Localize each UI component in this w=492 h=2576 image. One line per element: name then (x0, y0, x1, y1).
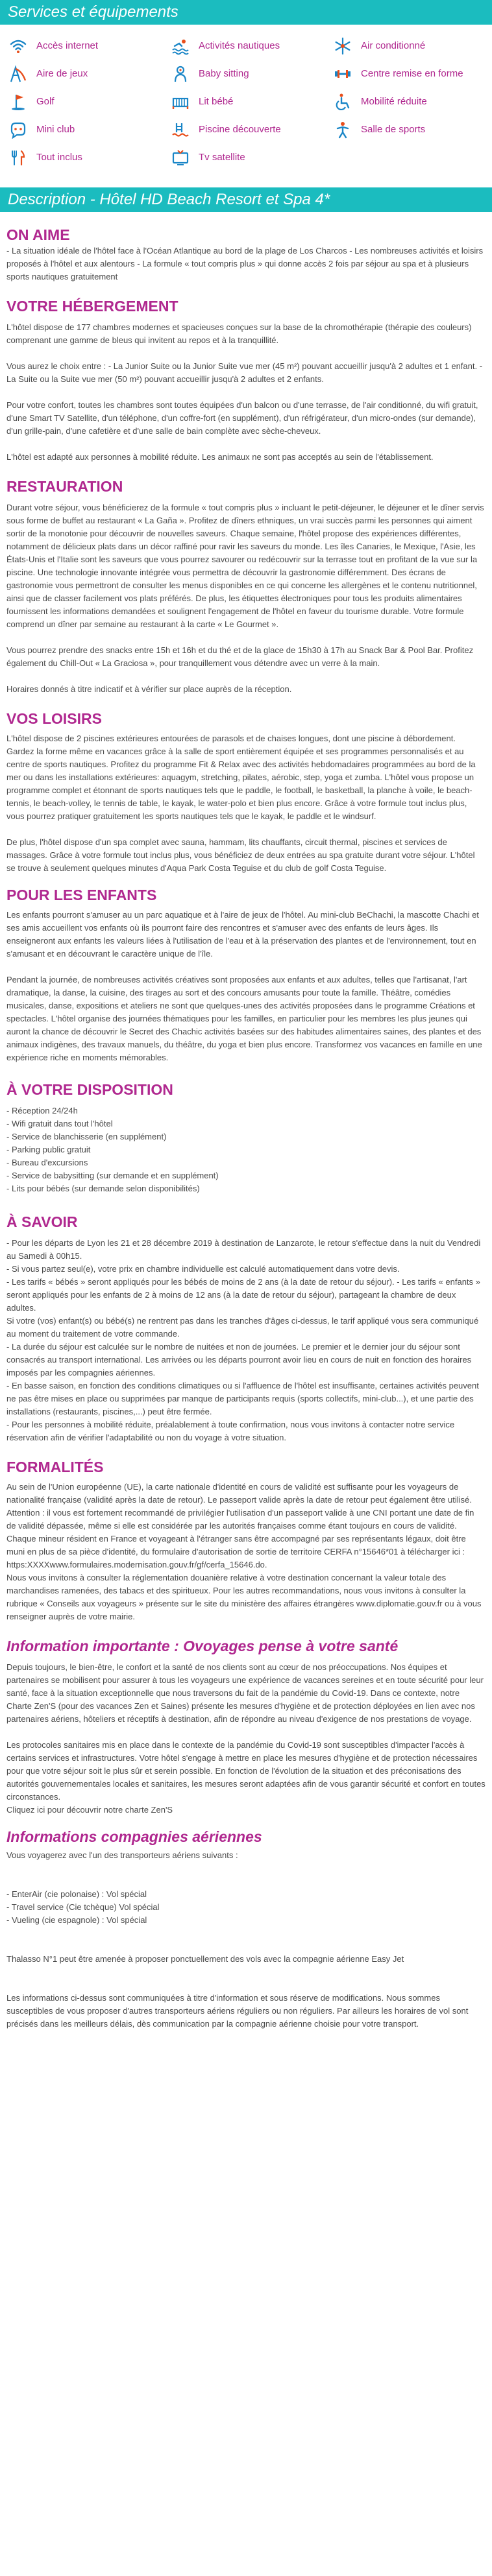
airlines-list (6, 1888, 486, 1927)
swimmer-icon (171, 37, 190, 55)
list-item: - Service de blanchisserie (en supplément) (6, 1132, 167, 1141)
savoir-text: - Pour les départs de Lyon les 21 et 28 décembre 2019 à destination de Lanzarote, le retour s'effectue dans la nuit du Vendredi au Samedi à 00h15. (6, 1238, 481, 1261)
compagnies-text: Les informations ci-dessus sont communiquées à titre d'information et sous réserve de modifications. Nous sommes susceptibles de vous proposer d'autres transporteurs aériens réguliers ou non réguliers. Par ailleurs les horaires de vol sont précisés dans les meilleurs délais, dès communication par la compagnie aérienne choisie pour votre transport. (6, 1993, 469, 2029)
all-inclusive-icon (9, 149, 27, 167)
equipment-label: Mobilité réduite (361, 96, 427, 107)
equipment-item (334, 62, 492, 86)
savoir-text: - Si vous partez seul(e), votre prix en chambre individuelle est calculé automatiquement dans votre devis. (6, 1264, 400, 1274)
list-item: - Vueling (cie espagnole) : Vol spécial (6, 1915, 147, 1925)
section-heading-sante: Information importante : Ovoyages pense à votre santé (6, 1638, 399, 1654)
savoir-text: - La durée du séjour est calculée sur le nombre de nuitées et non de journées. Le premier et le dernier jour du séjour sont consacrés au transport international. Les arrivées ou les départs pourront avoir lieu en cours de nuit en fonction des horaires imposés par les compagnies aériennes. (6, 1342, 472, 1377)
restauration-text: Durant votre séjour, vous bénéficierez de la formule « tout compris plus » incluant le petit-déjeuner, le déjeuner et le dîner servis sous forme de buffet au restaurant « La Gaña ». Profitez de dîners ethniques, un vrai succès parmi les personnes qui aiment sortir de la monotonie pour découvrir de nouvelles saveurs. Chaque semaine, l'hôtel propose des expériences différentes, notamment de délicieux plats dans un décor raffiné pour ravir les saveurs du monde. Les îles Canaries, le Mexique, l'Asie, les États-Unis et l'Italie sont les saveurs que vous pourrez savourer ou redécouvrir sur la terrasse tout en profitant de la vue sur la piscine. Une technologie innovante intégrée vous permettra de découvrir la gastronomie différemment. Des écrans de gastronomie vous permettront de consulter les menus disponibles en ce qui concerne les allergènes et le contenu nutritionnel, ainsi que de classer facilement vos plats préférés. De plus, les étiquettes électroniques pour tous les produits alimentaires fournissent les informations demandées et soulignent l'engagement de l'hôtel en faveur du tourisme durable. Votre formule comprend un dîner par semaine au restaurant à la carte « Le Gourmet ». (6, 503, 484, 629)
hebergement-text: Pour votre confort, toutes les chambres sont toutes équipées d'un balcon ou d'une terrasse, de l'air conditionné, du wifi gratuit, d'une Smart TV Satellite, d'un téléphone, d'un coffre-fort (en supplément), d'un réfrigérateur, d'un micro-ondes (sur demande), d'un grille-pain, d'une cafetière et d'une salle de bain complète avec sèche-cheveux. (6, 400, 478, 436)
compagnies-intro: Vous voyagerez avec l'un des transporteurs aériens suivants : (6, 1850, 238, 1860)
list-item: - Parking public gratuit (6, 1145, 91, 1154)
savoir-text: Si votre (vos) enfant(s) ou bébé(s) ne rentrent pas dans les tranches d'âges ci-dessus, le tarif appliqué vous sera communiqué au moment du traitement de votre commande. (6, 1316, 479, 1339)
list-item: - Wifi gratuit dans tout l'hôtel (6, 1119, 113, 1128)
equipment-label: Activités nautiques (199, 40, 280, 51)
tv-icon (171, 149, 190, 167)
section-heading-savoir: À SAVOIR (6, 1213, 78, 1230)
sante-text: Les protocoles sanitaires mis en place dans le contexte de la pandémie du Covid-19 sont susceptibles d'impacter l'accès à certains services et infrastructures. Votre hôtel s'engage à mettre en place les mesures d'hygiène et de protection nécessaires pour que votre séjour soit le plus sûr et serein possible. En fonction de l'évolution de la situation et des préconisations des autorités gouvernementales locales et sanitaires, les mesures seront adaptées afin de vous garantir sécurité et confort en toutes circonstances. (6, 1740, 486, 1802)
section-heading-enfants: POUR LES ENFANTS (6, 887, 157, 903)
equipment-item (171, 62, 334, 86)
list-item: - Bureau d'excursions (6, 1158, 88, 1167)
section-heading-loisirs: VOS LOISIRS (6, 710, 102, 727)
list-item: - Réception 24/24h (6, 1106, 78, 1115)
equipment-label: Lit bébé (199, 96, 234, 107)
enfants-text: Les enfants pourront s'amuser au un parc aquatique et à l'aire de jeux de l'hôtel. Au mini-club BeChachi, la mascotte Chachi et ses amis accueillent vos enfants où ils pourront faire des rencontres et s'amuser avec des enfants de leurs âges. Ils enseigneront aux enfants les valeurs liées à l'utilisation de l'eau et à la préservation des plantes et de l'environnement, tout en s'amusant et en découvrant le caractère unique de l'île. (6, 910, 479, 959)
equipment-item (171, 145, 334, 169)
fitness-icon (334, 65, 352, 83)
equipment-label: Mini club (36, 124, 75, 135)
restauration-text: Horaires donnés à titre indicatif et à vérifier sur place auprès de la réception. (6, 684, 292, 694)
air-conditioning-icon (334, 37, 352, 55)
equipment-item (334, 89, 492, 113)
section-heading-formalites: FORMALITÉS (6, 1459, 104, 1475)
disposition-list (6, 1104, 486, 1195)
section-heading-on-aime: ON AIME (6, 226, 70, 243)
equipment-item (9, 62, 171, 86)
hebergement-text: Vous aurez le choix entre : - La Junior Suite ou la Junior Suite vue mer (45 m²) pouvant accueillir jusqu'à 2 adultes et 1 enfant. - La Suite ou la Suite vue mer (50 m²) pouvant accueillir jusqu'à 2 adultes et 2 enfants. (6, 361, 483, 384)
description-title: Description - Hôtel HD Beach Resort et Spa 4* (0, 187, 492, 212)
section-heading-compagnies: Informations compagnies aériennes (6, 1828, 262, 1845)
equipment-label: Piscine découverte (199, 124, 281, 135)
equipment-item (9, 117, 171, 141)
section-heading-disposition: À VOTRE DISPOSITION (6, 1081, 173, 1098)
description-content (0, 212, 492, 2031)
formalites-text: Au sein de l'Union européenne (UE), la carte nationale d'identité en cours de validité est suffisante pour les voyageurs de nationalité française (validité après la date de retour). Le passeport valide après la date de retour peut également être utilisé. Attention : il vous est fortement recommandé de privilégier l'utilisation d'un passeport valide à une CNI portant une date de fin de validité dépassée, même si elle est considérée par les autorités françaises comme étant toujours en cours de validité. Chaque mineur résident en France et voyageant à l'étranger sans être accompagné par ses représentants légaux, doit être muni en plus de sa pièce d'identité, du formulaire d'autorisation de sortie de territoire CERFA n°15646*01 à télécharger ici : https:XXXXwww.formulaires.modernisation.gouv.fr/gf/cerfa_15646.do. (6, 1482, 474, 1569)
gym-icon (334, 121, 352, 139)
equipment-item (9, 34, 171, 58)
pool-icon (171, 121, 190, 139)
equipment-grid (0, 25, 492, 173)
on-aime-text: - La situation idéale de l'hôtel face à l'Océan Atlantique au bord de la plage de Los Charcos - Les nombreuses activités et loisirs proposés à l'hôtel et aux alentours - La formule « tout compris plus » qui donne accès 2 fois par séjour au spa et à plusieurs sports nautiques gratuitement (6, 246, 484, 281)
equipment-item (334, 117, 492, 141)
sante-charter-link[interactable]: Cliquez ici pour découvrir notre charte Zen'S (6, 1805, 173, 1815)
equipment-label: Centre remise en forme (361, 68, 463, 79)
equipment-label: Golf (36, 96, 55, 107)
compagnies-note: Thalasso N°1 peut être amenée à proposer ponctuellement des vols avec la compagnie aérienne Easy Jet (6, 1954, 404, 1964)
list-item: - EnterAir (cie polonaise) : Vol spécial (6, 1889, 147, 1899)
sante-text: Depuis toujours, le bien-être, le confort et la santé de nos clients sont au cœur de nos préoccupations. Nos équipes et partenaires se mobilisent pour assurer à tous les voyageurs une expérience de vacances sereines et en toute sécurité pour leur santé, face à la situation exceptionnelle que nous traversons du fait de la pandémie du Covid-19. Dans ce contexte, notre Charte Zen'S (pour des vacances Zen et Saines) présente les mesures d'hygiène et de protection déployées en lien avec nos partenaires aériens, hôteliers et réceptifs à destination, afin de répondre au niveau d'exigence de nos prestations de voyage. (6, 1662, 484, 1724)
loisirs-text: L'hôtel dispose de 2 piscines extérieures entourées de parasols et de chaises longues, dont une piscine à débordement. Gardez la forme même en vacances grâce à la salle de sport entièrement équipée et ses programmes personnalisés et au centre de sports nautiques. Profitez du programme Fit & Relax avec des activités hebdomadaires programmées au bord de la mer ou dans les installations extérieures: aquagym, stretching, pilates, aérobic, step, yoga et zumba. L'hôtel vous propose un programme complet et étonnant de sports nautiques tels que le paddle, le football, le basketball, la planche à voile, le beach-tennis, le beach-volley, le tennis de table, le kayak, le water-polo et bien plus encore. Grâce à votre formule tout inclus plus, vous pourrez pratiquer gratuitement les sports nautiques tels que le kayak, le paddle et le windsurf. (6, 733, 476, 821)
formalites-text: Nous vous invitons à consulter la réglementation douanière relative à votre destination concernant la valeur totale des marchandises ramenées, des tabacs et des spiritueux. Pour les autres recommandations, nous vous invitons à consulter la rubrique « Conseils aux voyageurs » présente sur le site du ministère des affaires étrangères www.diplomatie.gouv.fr ou à vous renseigner auprès de votre mairie. (6, 1573, 482, 1621)
restauration-text: Vous pourrez prendre des snacks entre 15h et 16h et du thé et de la glace de 15h30 à 17h au Snack Bar & Pool Bar. Profitez également du Chill-Out « La Graciosa », pour tranquillement vous détendre avec un verre à la main. (6, 645, 474, 668)
equipment-label: Tv satellite (199, 152, 245, 163)
equipment-label: Tout inclus (36, 152, 82, 163)
section-heading-restauration: RESTAURATION (6, 478, 123, 495)
hebergement-text: L'hôtel est adapté aux personnes à mobilité réduite. Les animaux ne sont pas acceptés au sein de l'établissement. (6, 452, 434, 462)
savoir-text: - Pour les personnes à mobilité réduite, préalablement à toute confirmation, nous vous invitons à contacter notre service réservation afin de vérifier l'adaptabilité ou non du voyage à votre situation. (6, 1420, 455, 1442)
equipment-item (171, 34, 334, 58)
wifi-icon (9, 37, 27, 55)
mini-club-icon (9, 121, 27, 139)
list-item: - Lits pour bébés (sur demande selon disponibilités) (6, 1184, 200, 1193)
equipment-label: Salle de sports (361, 124, 426, 135)
section-heading-hebergement: VOTRE HÉBERGEMENT (6, 298, 178, 315)
enfants-text: Pendant la journée, de nombreuses activités créatives sont proposées aux enfants et aux adultes, telles que l'artisanat, l'art dramatique, la danse, la cuisine, des tirages au sort et des concours amusants pour toute la famille. Théâtre, comédies musicales, danse, expositions et ateliers ne sont que quelques-unes des activités proposées dans le programme Créations et spectacles. L'hôtel organise des journées thématiques pour les familles, en particulier pour les membres les plus jeunes qui auront la chance de découvrir le Secret des Chachic activités basées sur des habitudes alimentaires saines, des plantes et des animaux indigènes, des travaux manuels, du théâtre, du yoga et bien plus encore. Transformez vos vacances en famille en une expérience riche en moments mémorables. (6, 975, 482, 1062)
equipment-item (9, 89, 171, 113)
wheelchair-icon (334, 93, 352, 111)
baby-bed-icon (171, 93, 190, 111)
equipment-label: Accès internet (36, 40, 99, 51)
golf-icon (9, 93, 27, 111)
equipment-item (171, 89, 334, 113)
equipment-item (334, 34, 492, 58)
equipment-label: Air conditionné (361, 40, 426, 51)
equipment-item (9, 145, 171, 169)
loisirs-text: De plus, l'hôtel dispose d'un spa complet avec sauna, hammam, lits chauffants, circuit thermal, piscines et services de massages. Grâce à votre formule tout inclus plus, vous bénéficiez de deux entrées au spa gratuite durant votre séjour. L'hôtel se trouve à seulement quelques minutes d'Aqua Park Costa Teguise et du club de golf Costa Teguise. (6, 837, 475, 873)
equipment-label: Aire de jeux (36, 68, 88, 79)
list-item: - Service de babysitting (sur demande et en supplément) (6, 1171, 219, 1180)
playground-icon (9, 65, 27, 83)
baby-icon (171, 65, 190, 83)
equipment-item (171, 117, 334, 141)
hebergement-text: L'hôtel dispose de 177 chambres modernes et spacieuses conçues sur la base de la chromothérapie (thérapie des couleurs) comprenant une gamme de bleus qui invitent au repos et à la tranquillité. (6, 322, 472, 345)
savoir-text: - En basse saison, en fonction des conditions climatiques ou si l'affluence de l'hôtel est insuffisante, certaines activités peuvent ne pas être mises en place ou supprimées par manque de participants requis (sports collectifs, mini-club...), et une partie des installations (restaurants, piscines,...) peut être fermée. (6, 1381, 479, 1416)
equipment-label: Baby sitting (199, 68, 249, 79)
list-item: - Travel service (Cie tchèque) Vol spécial (6, 1902, 160, 1912)
equipment-title: Services et équipements (0, 0, 492, 25)
savoir-text: - Les tarifs « bébés » seront appliqués pour les bébés de moins de 2 ans (à la date de retour du séjour). - Les tarifs « enfants » seront appliqués pour les enfants de 2 à moins de 12 ans (à la date de retour du séjour), partageant la chambre de deux adultes. (6, 1277, 480, 1313)
